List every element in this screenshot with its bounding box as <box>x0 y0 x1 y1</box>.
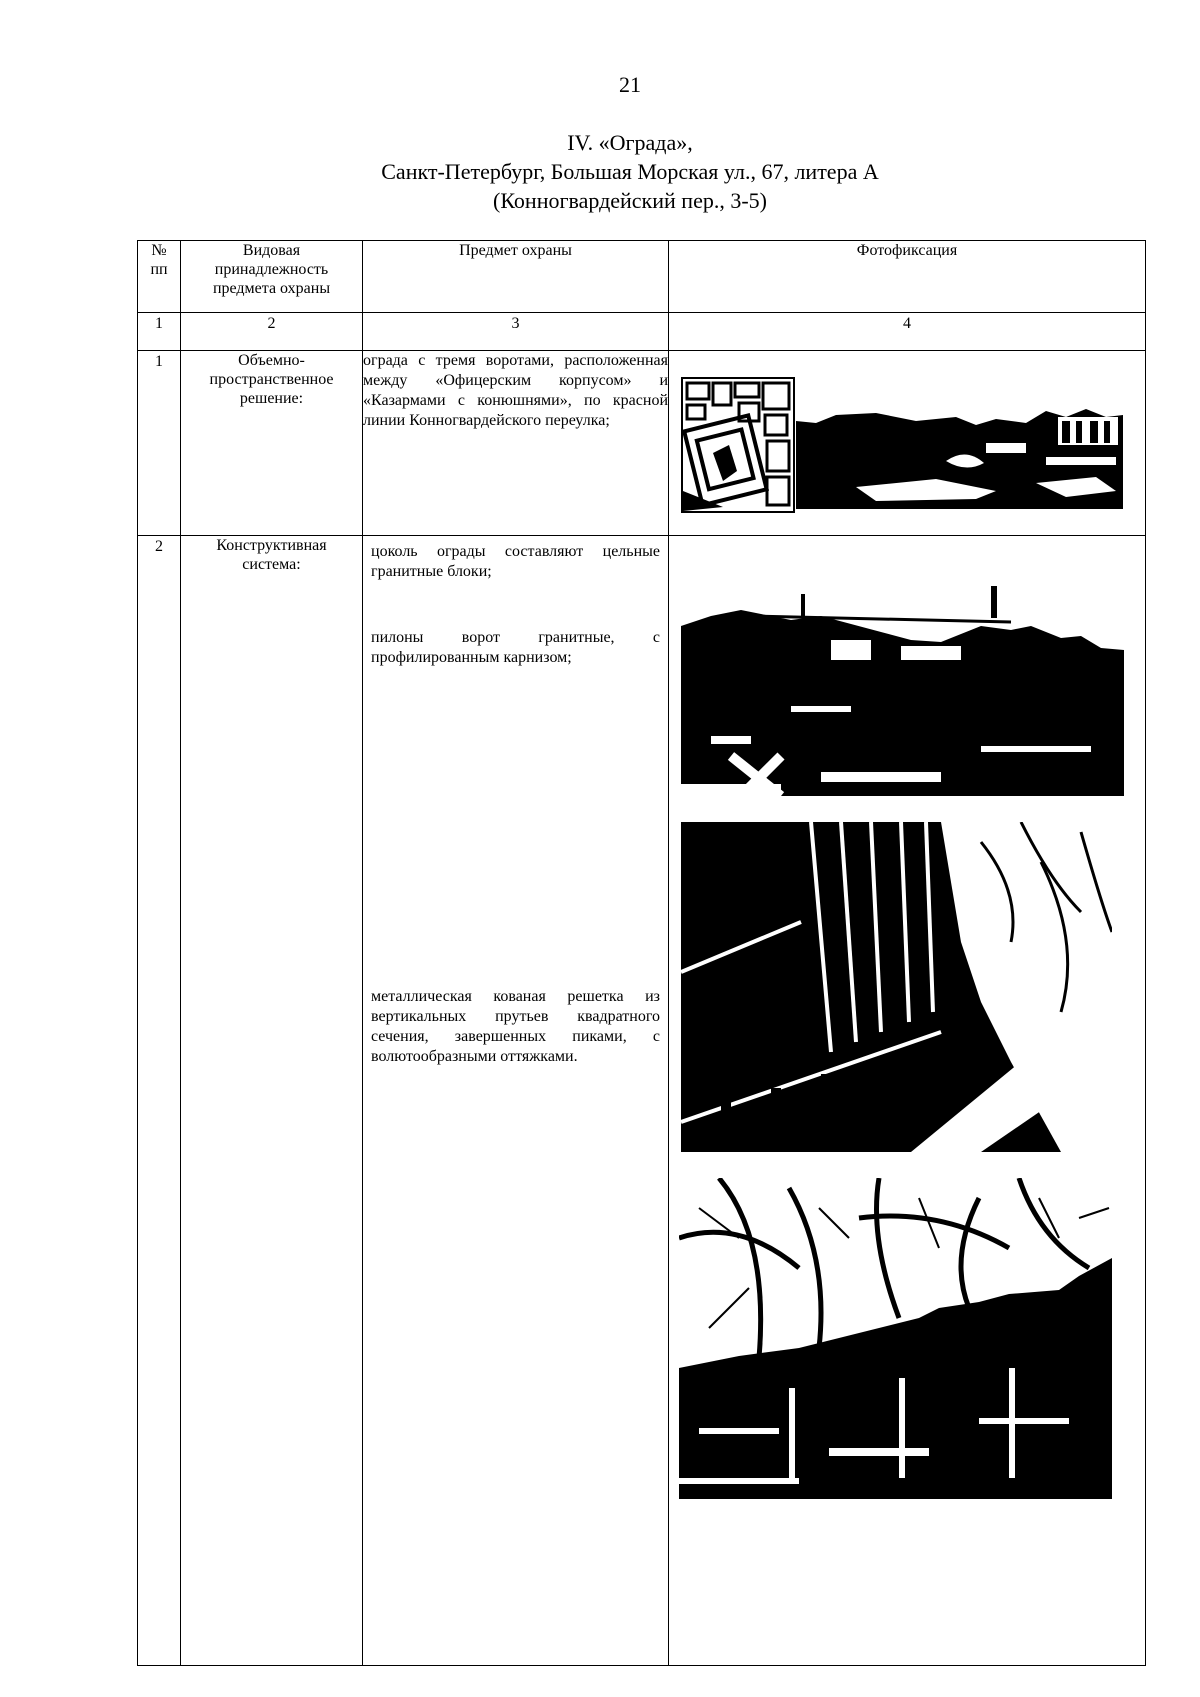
row-type-line: пространственное <box>209 371 334 388</box>
header-type-line: предмета охраны <box>212 280 331 297</box>
row-number: 1 <box>138 351 181 536</box>
title-line-1: IV. «Ограда», <box>567 130 693 155</box>
protected-subject-table <box>137 240 1146 1666</box>
header-subject: Предмет охраны <box>363 241 669 313</box>
row-photos <box>669 351 1146 536</box>
fence-street-view <box>796 387 1123 509</box>
row-type-line: Конструктивная <box>216 537 327 554</box>
subject-paragraph: пилоны ворот гранитные, с профилированным карнизом; <box>371 629 660 666</box>
row-type-line: решение: <box>239 390 304 407</box>
header-type-line: принадлежность <box>214 261 329 278</box>
row-photos <box>669 536 1146 1666</box>
column-number: 2 <box>181 313 363 351</box>
title-line-3: (Конногвардейский пер., 3-5) <box>493 188 767 213</box>
row-subject <box>363 351 669 536</box>
header-number <box>138 241 181 313</box>
column-number-row <box>138 313 1146 351</box>
row-subject <box>363 536 669 1666</box>
header-number-line: пп <box>150 261 168 278</box>
fence-perspective-photo <box>681 822 1112 1152</box>
table-header-row <box>138 241 1146 313</box>
row-number: 2 <box>138 536 181 1666</box>
document-title <box>0 128 1200 215</box>
row-type-line: система: <box>242 556 301 573</box>
header-type <box>181 241 363 313</box>
page-number: 21 <box>619 72 641 97</box>
subject-paragraph: ограда с тремя воротами, расположенная между «Офицерским корпусом» и «Казармами с конюшнями», по красной линии Конногвардейского переулка; <box>363 352 668 429</box>
column-number: 3 <box>363 313 669 351</box>
row-type-line: Объемно- <box>238 352 305 369</box>
header-photo: Фотофиксация <box>669 241 1146 313</box>
header-number-line: № <box>151 242 167 259</box>
subject-paragraph: цоколь ограды составляют цельные гранитные блоки; <box>371 543 660 580</box>
table-row <box>138 536 1146 1666</box>
site-plan-map <box>681 377 795 513</box>
column-number: 1 <box>138 313 181 351</box>
table-row <box>138 351 1146 536</box>
row-type <box>181 351 363 536</box>
column-number: 4 <box>669 313 1146 351</box>
gate-pylons-photo <box>681 586 1124 796</box>
title-line-2: Санкт-Петербург, Большая Морская ул., 67, литера А <box>381 159 879 184</box>
header-type-line: Видовая <box>242 242 301 259</box>
fence-trees-photo <box>679 1178 1112 1499</box>
row-type <box>181 536 363 1666</box>
subject-paragraph: металлическая кованая решетка из вертикальных прутьев квадратного сечения, завершенных пиками, с волютообразными оттяжками. <box>371 988 660 1065</box>
